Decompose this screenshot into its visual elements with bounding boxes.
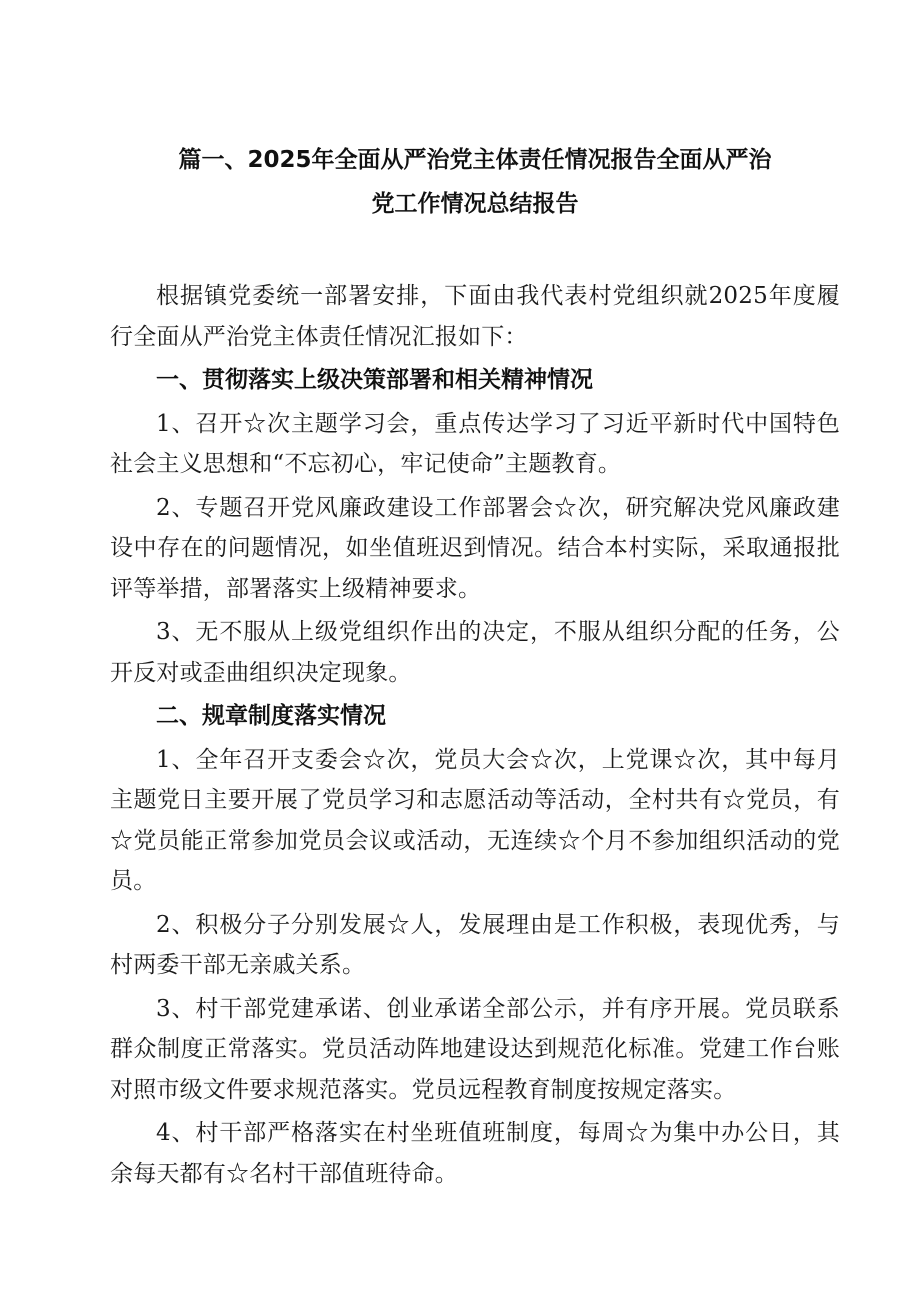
section-heading-1: 一、贯彻落实上级决策部署和相关精神情况 xyxy=(156,367,593,393)
section-1-item-3: 3、无不服从上级党组织作出的决定，不服从组织分配的任务，公开反对或歪曲组织决定现象。 xyxy=(110,619,840,686)
title-line-2: 党工作情况总结报告 xyxy=(371,191,579,217)
section-2-item-2: 2、积极分子分别发展☆人，发展理由是工作积极，表现优秀，与村两委干部无亲戚关系。 xyxy=(110,911,840,978)
section-1-item-2: 2、专题召开党风廉政建设工作部署会☆次，研究解决党风廉政建设中存在的问题情况，如坐值班迟到情况。结合本村实际，采取通报批评等举措，部署落实上级精神要求。 xyxy=(110,494,840,602)
section-heading-2: 二、规章制度落实情况 xyxy=(156,703,386,729)
section-2-item-3: 3、村干部党建承诺、创业承诺全部公示，并有序开展。党员联系群众制度正常落实。党员活动阵地建设达到规范化标准。党建工作台账对照市级文件要求规范落实。党员远程教育制度按规定落实。 xyxy=(110,995,840,1103)
document-body xyxy=(110,276,840,1194)
section-2-item-4: 4、村干部严格落实在村坐班值班制度，每周☆为集中办公日，其余每天都有☆名村干部值班待命。 xyxy=(110,1120,840,1187)
section-1-item-1: 1、召开☆次主题学习会，重点传达学习了习近平新时代中国特色社会主义思想和“不忘初心，牢记使命”主题教育。 xyxy=(110,410,840,477)
intro-paragraph: 根据镇党委统一部署安排，下面由我代表村党组织就2025年度履行全面从严治党主体责任情况汇报如下： xyxy=(110,283,840,350)
section-2-item-1: 1、全年召开支委会☆次，党员大会☆次，上党课☆次，其中每月主题党日主要开展了党员学习和志愿活动等活动，全村共有☆党员，有☆党员能正常参加党员会议或活动，无连续☆个月不参加组织活动的党员。 xyxy=(110,746,840,894)
title-line-1: 篇一、2025年全面从严治党主体责任情况报告全面从严治 xyxy=(178,147,772,173)
document-title xyxy=(110,138,840,226)
